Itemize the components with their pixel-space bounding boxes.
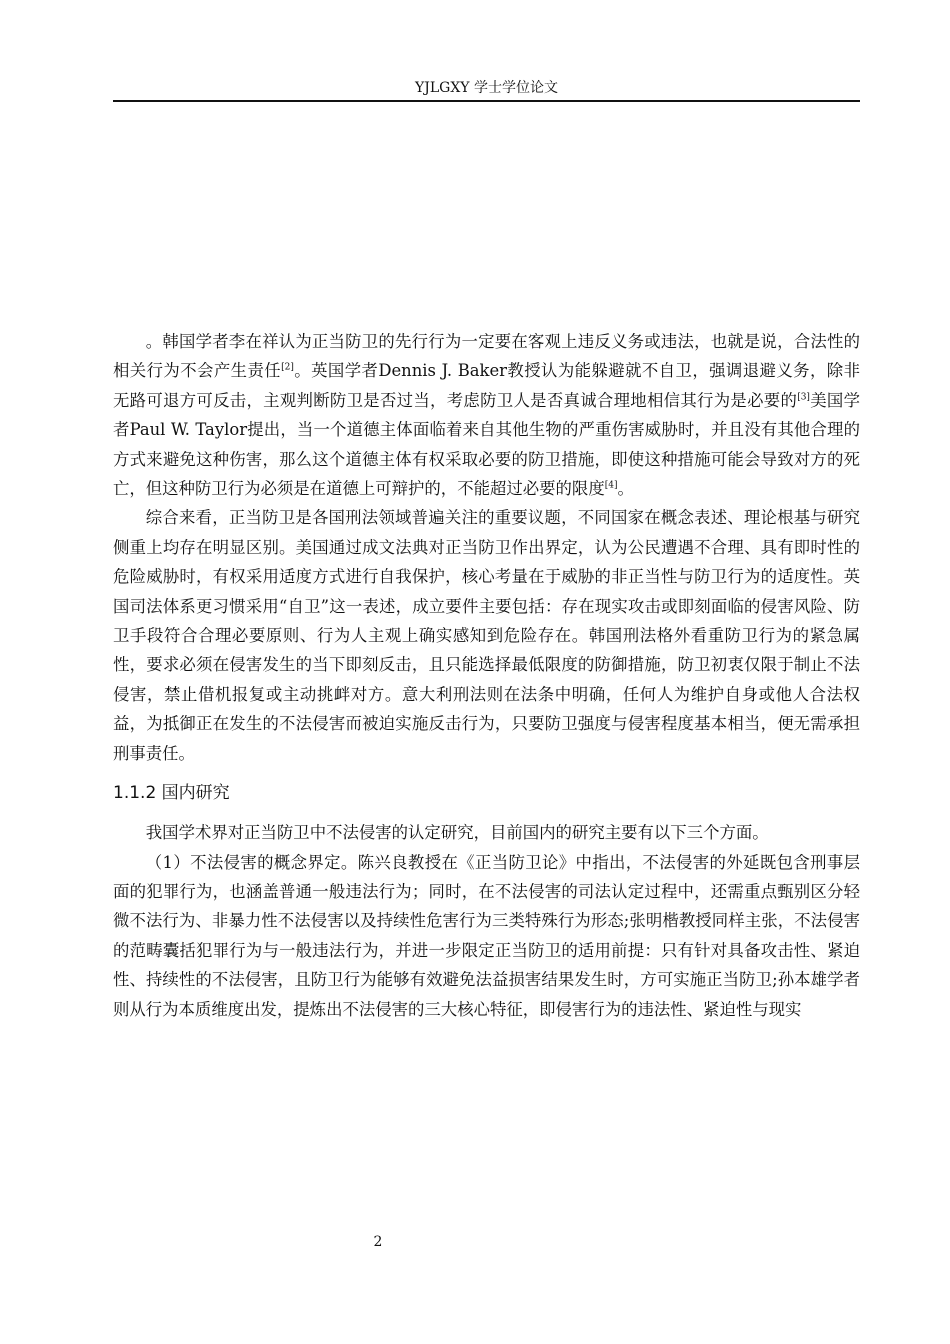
paragraph-text: 。 [617,479,634,499]
paragraph-domestic-intro: 我国学术界对正当防卫中不法侵害的认定研究，目前国内的研究主要有以下三个方面。 [145,823,769,843]
paragraph-text: 美国学者Paul W. Taylor提出，当一个道德主体面临着来自其他生物的严重伤害威胁时，并且没有其他合理的方式来避免这种伤害，那么这个道德主体有权采取必要的防卫措施，即使这种措施可能会导致对方的死亡，但这种防卫行为必须是在道德上可辩护的，不能超过必要的限度 [113,390,860,499]
citation-ref: [3] [797,392,810,403]
header-divider [113,100,860,102]
section-heading: 1.1.2 国内研究 [113,783,230,804]
document-body [113,327,860,1024]
paragraph-text: 。韩国学者李在祥认为正当防卫的先行行为一定要在客观上违反义务或违法，也就是说，合法性的相关行为不会产生责任 [113,332,860,381]
citation-ref: [4] [604,480,618,491]
paragraph-foreign-research-continued [113,327,860,503]
paragraph-text: 。英国学者Dennis J. Baker教授认为能躲避就不自卫，强调退避义务，除非无路可退方可反击，主观判断防卫是否过当，考虑防卫人是否真诚合理地相信其行为是必要的 [113,361,860,410]
paragraph-summary: 综合来看，正当防卫是各国刑法领域普遍关注的重要议题，不同国家在概念表述、理论根基与研究侧重上均存在明显区别。美国通过成文法典对正当防卫作出界定，认为公民遭遇不合理、具有即时性的危险威胁时，有权采用适度方式进行自我保护，核心考量在于威胁的非正当性与防卫行为的适度性。英国司法体系更习惯采用“自卫”这一表述，成立要件主要包括：存在现实攻击或即刻面临的侵害风险、防卫手段符合合理必要原则、行为人主观上确实感知到危险存在。韩国刑法格外看重防卫行为的紧急属性，要求必须在侵害发生的当下即刻反击，且只能选择最低限度的防御措施，防卫初衷仅限于制止不法侵害，禁止借机报复或主动挑衅对方。意大利刑法则在法条中明确，任何人为维护自身或他人合法权益，为抵御正在发生的不法侵害而被迫实施反击行为，只要防卫强度与侵害程度基本相当，便无需承担刑事责任。 [113,508,860,763]
page-number: 2 [373,1234,383,1250]
page-header: YJLGXY 学士学位论文 [415,80,558,96]
citation-ref: [2] [281,362,294,373]
paragraph-concept-definition: （1）不法侵害的概念界定。陈兴良教授在《正当防卫论》中指出，不法侵害的外延既包含刑事层面的犯罪行为，也涵盖普通一般违法行为；同时，在不法侵害的司法认定过程中，还需重点甄别区分轻微不法行为、非暴力性不法侵害以及持续性危害行为三类特殊行为形态;张明楷教授同样主张，不法侵害的范畴囊括犯罪行为与一般违法行为，并进一步限定正当防卫的适用前提：只有针对具备攻击性、紧迫性、持续性的不法侵害，且防卫行为能够有效避免法益损害结果发生时，方可实施正当防卫;孙本雄学者则从行为本质维度出发，提炼出不法侵害的三大核心特征，即侵害行为的违法性、紧迫性与现实 [113,852,860,1019]
